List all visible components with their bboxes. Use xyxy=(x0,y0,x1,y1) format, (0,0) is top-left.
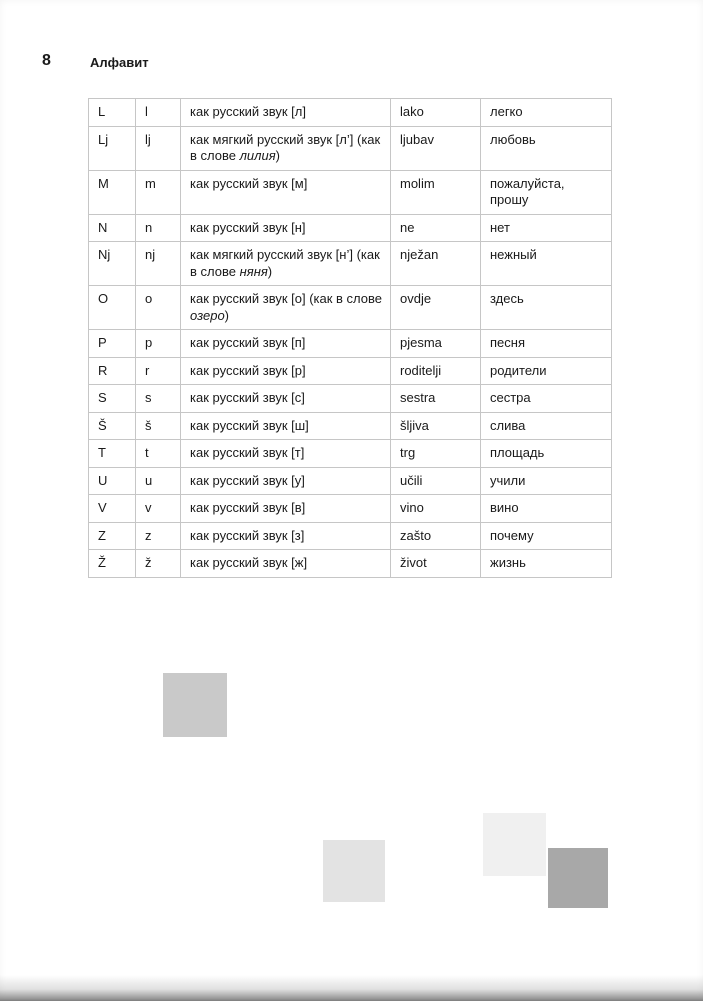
letter-lower: ž xyxy=(136,550,181,578)
letter-lower: s xyxy=(136,385,181,413)
example-word: ljubav xyxy=(391,126,481,170)
translation: здесь xyxy=(481,286,612,330)
table-row xyxy=(89,467,612,495)
letter-lower: n xyxy=(136,214,181,242)
pronunciation-desc: как русский звук [т] xyxy=(181,440,391,468)
scan-artifact-1 xyxy=(163,673,227,737)
table-row xyxy=(89,242,612,286)
scan-artifact-2 xyxy=(323,840,385,902)
example-word: život xyxy=(391,550,481,578)
letter-upper: S xyxy=(89,385,136,413)
pronunciation-desc: как русский звук [м] xyxy=(181,170,391,214)
scan-artifact-4 xyxy=(548,848,608,908)
page-bottom-shadow xyxy=(0,975,703,1001)
pronunciation-desc: как русский звук [ш] xyxy=(181,412,391,440)
letter-upper: L xyxy=(89,99,136,127)
pronunciation-desc: как русский звук [р] xyxy=(181,357,391,385)
letter-upper: R xyxy=(89,357,136,385)
table-row xyxy=(89,357,612,385)
table-row xyxy=(89,99,612,127)
example-word: sestra xyxy=(391,385,481,413)
translation: нежный xyxy=(481,242,612,286)
letter-lower: nj xyxy=(136,242,181,286)
translation: родители xyxy=(481,357,612,385)
pronunciation-desc: как русский звук [з] xyxy=(181,522,391,550)
letter-upper: Nj xyxy=(89,242,136,286)
letter-upper: T xyxy=(89,440,136,468)
translation: жизнь xyxy=(481,550,612,578)
table-row xyxy=(89,385,612,413)
letter-lower: u xyxy=(136,467,181,495)
translation: учили xyxy=(481,467,612,495)
pronunciation-desc: как русский звук [п] xyxy=(181,330,391,358)
table-row xyxy=(89,214,612,242)
table-row xyxy=(89,170,612,214)
translation: легко xyxy=(481,99,612,127)
pronunciation-desc: как русский звук [в] xyxy=(181,495,391,523)
page-title: Алфавит xyxy=(90,55,149,70)
example-word: molim xyxy=(391,170,481,214)
example-word: lako xyxy=(391,99,481,127)
example-word: učili xyxy=(391,467,481,495)
letter-lower: lj xyxy=(136,126,181,170)
letter-upper: Š xyxy=(89,412,136,440)
example-word: šljiva xyxy=(391,412,481,440)
pronunciation-desc: как русский звук [о] (как в слове озеро) xyxy=(181,286,391,330)
pronunciation-desc: как русский звук [у] xyxy=(181,467,391,495)
table-row xyxy=(89,126,612,170)
pronunciation-desc: как мягкий русский звук [н’] (как в слове няня) xyxy=(181,242,391,286)
translation: сестра xyxy=(481,385,612,413)
letter-upper: V xyxy=(89,495,136,523)
alphabet-table xyxy=(88,98,612,578)
translation: слива xyxy=(481,412,612,440)
letter-lower: š xyxy=(136,412,181,440)
example-word: vino xyxy=(391,495,481,523)
translation: любовь xyxy=(481,126,612,170)
letter-lower: r xyxy=(136,357,181,385)
pronunciation-desc: как русский звук [с] xyxy=(181,385,391,413)
table-row xyxy=(89,550,612,578)
table-row xyxy=(89,412,612,440)
letter-upper: M xyxy=(89,170,136,214)
example-word: pjesma xyxy=(391,330,481,358)
letter-lower: o xyxy=(136,286,181,330)
example-word: trg xyxy=(391,440,481,468)
example-word: roditelji xyxy=(391,357,481,385)
letter-lower: p xyxy=(136,330,181,358)
table-row xyxy=(89,286,612,330)
translation: нет xyxy=(481,214,612,242)
example-word: zašto xyxy=(391,522,481,550)
letter-upper: N xyxy=(89,214,136,242)
letter-upper: Lj xyxy=(89,126,136,170)
letter-upper: Ž xyxy=(89,550,136,578)
table-row xyxy=(89,522,612,550)
example-word: ne xyxy=(391,214,481,242)
page-number: 8 xyxy=(42,52,51,69)
letter-upper: P xyxy=(89,330,136,358)
letter-upper: Z xyxy=(89,522,136,550)
letter-upper: O xyxy=(89,286,136,330)
translation: почему xyxy=(481,522,612,550)
alphabet-table-body xyxy=(89,99,612,578)
table-row xyxy=(89,330,612,358)
letter-lower: m xyxy=(136,170,181,214)
translation: площадь xyxy=(481,440,612,468)
translation: пожалуйста, прошу xyxy=(481,170,612,214)
letter-lower: z xyxy=(136,522,181,550)
letter-lower: v xyxy=(136,495,181,523)
translation: вино xyxy=(481,495,612,523)
letter-lower: t xyxy=(136,440,181,468)
letter-upper: U xyxy=(89,467,136,495)
pronunciation-desc: как русский звук [н] xyxy=(181,214,391,242)
pronunciation-desc: как русский звук [л] xyxy=(181,99,391,127)
translation: песня xyxy=(481,330,612,358)
letter-lower: l xyxy=(136,99,181,127)
example-word: ovdje xyxy=(391,286,481,330)
table-row xyxy=(89,495,612,523)
pronunciation-desc: как русский звук [ж] xyxy=(181,550,391,578)
table-row xyxy=(89,440,612,468)
pronunciation-desc: как мягкий русский звук [л’] (как в слове лилия) xyxy=(181,126,391,170)
example-word: nježan xyxy=(391,242,481,286)
scan-artifact-3 xyxy=(483,813,546,876)
